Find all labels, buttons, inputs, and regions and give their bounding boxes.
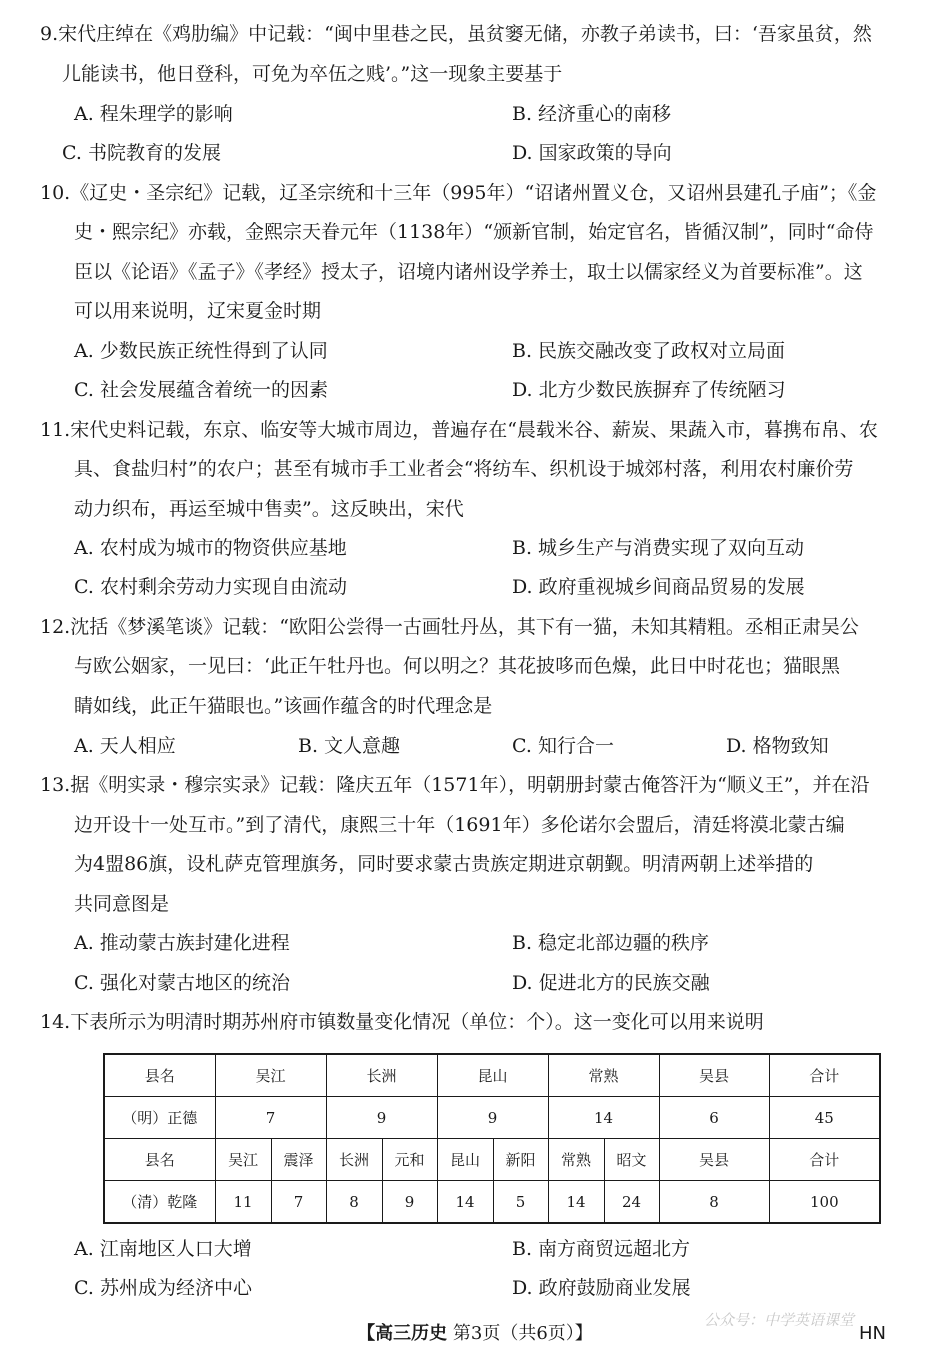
q11-stem-line-3: 动力织布，再运至城中售卖”。这反映出，宋代 <box>74 498 464 520</box>
suzhou-towns-table <box>103 1053 881 1224</box>
q13-stem-line-4: 共同意图是 <box>74 893 170 915</box>
q9-stem-line-1: 9.宋代庄绰在《鸡肋编》中记载：“闽中里巷之民，虽贫窭无储，亦教子弟读书，曰：‘吾家虽贫，然 <box>40 23 872 45</box>
table-row-qing-header <box>104 1139 880 1181</box>
q13-stem-line-3: 为4盟86旗，设札萨克管理旗务，同时要求蒙古贵族定期进京朝觐。明清两朝上述举措的 <box>74 853 814 875</box>
q13-option-b: B. 稳定北部边疆的秩序 <box>512 932 710 954</box>
q13-option-a: A. 推动蒙古族封建化进程 <box>74 932 290 954</box>
table-cell: 吴县 <box>659 1139 769 1181</box>
table-cell: 7 <box>271 1181 326 1224</box>
q9-option-a: A. 程朱理学的影响 <box>74 103 233 125</box>
q10-stem-line-3: 臣以《论语》《孟子》《孝经》授太子，诏境内诸州设学养士，取士以儒家经义为首要标准”。这 <box>74 261 863 283</box>
q13-stem-line-1: 13.据《明实录・穆宗实录》记载：隆庆五年（1571年），明朝册封蒙古俺答汗为“顺义王”，并在沿 <box>40 774 870 796</box>
q12-stem-line-3: 睛如线，此正午猫眼也。”该画作蕴含的时代理念是 <box>74 695 493 717</box>
q9-option-c: C. 书院教育的发展 <box>62 142 221 164</box>
table-cell: 吴江 <box>215 1139 271 1181</box>
table-cell: 7 <box>215 1097 326 1139</box>
q12-stem-line-2: 与欧公姻家，一见曰：‘此正午牡丹也。何以明之？其花披哆而色燥，此日中时花也；猫眼黑 <box>74 655 841 677</box>
table-row-qing-values <box>104 1181 880 1224</box>
table-cell: 14 <box>437 1181 493 1224</box>
table-row-ming-header <box>104 1054 880 1097</box>
footer-region-code: HN <box>859 1323 886 1344</box>
q10-stem-line-4: 可以用来说明，辽宋夏金时期 <box>74 300 322 322</box>
table-cell: 9 <box>326 1097 437 1139</box>
page-footer <box>0 1321 950 1347</box>
q11-option-b: B. 城乡生产与消费实现了双向互动 <box>512 537 805 559</box>
footer-subject: 【高三历史 <box>357 1323 448 1344</box>
table-cell: 14 <box>548 1097 659 1139</box>
table-cell: 常熟 <box>548 1054 659 1097</box>
q10-stem-line-2: 史・熙宗纪》亦载，金熙宗天眷元年（1138年）“颁新官制，始定官名，皆循汉制”，同时“命侍 <box>74 221 874 243</box>
q9-option-d: D. 国家政策的导向 <box>512 142 672 164</box>
table-cell: 9 <box>437 1097 548 1139</box>
table-cell: 常熟 <box>548 1139 604 1181</box>
q9-option-b: B. 经济重心的南移 <box>512 103 672 125</box>
table-cell: 昆山 <box>437 1054 548 1097</box>
table-cell: （明）正德 <box>104 1097 215 1139</box>
q10-option-d: D. 北方少数民族摒弃了传统陋习 <box>512 379 786 401</box>
q13-option-d: D. 促进北方的民族交融 <box>512 972 710 994</box>
q12-option-d: D. 格物致知 <box>726 735 829 757</box>
table-cell: 新阳 <box>493 1139 548 1181</box>
q14-option-d: D. 政府鼓励商业发展 <box>512 1277 691 1299</box>
q9-stem-line-2: 儿能读书，他日登科，可免为卒伍之贱’。”这一现象主要基于 <box>62 63 563 85</box>
q10-option-b: B. 民族交融改变了政权对立局面 <box>512 340 786 362</box>
table-cell: 6 <box>659 1097 769 1139</box>
table-cell: 100 <box>769 1181 880 1224</box>
table-cell: 11 <box>215 1181 271 1224</box>
table-cell: 震泽 <box>271 1139 326 1181</box>
q14-option-b: B. 南方商贸远超北方 <box>512 1238 691 1260</box>
q10-option-a: A. 少数民族正统性得到了认同 <box>74 340 328 362</box>
table-row-ming-values <box>104 1097 880 1139</box>
q11-stem-line-2: 具、食盐归村”的农户；甚至有城市手工业者会“将纺车、织机设于城郊村落，利用农村廉价劳 <box>74 458 854 480</box>
table-cell: 吴江 <box>215 1054 326 1097</box>
q12-option-a: A. 天人相应 <box>74 735 176 757</box>
q11-option-a: A. 农村成为城市的物资供应基地 <box>74 537 347 559</box>
table-cell: 5 <box>493 1181 548 1224</box>
table-cell: 昆山 <box>437 1139 493 1181</box>
q13-option-c: C. 强化对蒙古地区的统治 <box>74 972 290 994</box>
table-cell: 县名 <box>104 1054 215 1097</box>
table-cell: 9 <box>382 1181 437 1224</box>
table-cell: 8 <box>659 1181 769 1224</box>
table-cell: 县名 <box>104 1139 215 1181</box>
q14-option-a: A. 江南地区人口大增 <box>74 1238 252 1260</box>
table-cell: 长洲 <box>326 1139 382 1181</box>
q10-stem-line-1: 10.《辽史・圣宗纪》记载，辽圣宗统和十三年（995年）“诏诸州置义仓，又诏州县建孔子庙”；《金 <box>40 182 877 204</box>
table-cell: 长洲 <box>326 1054 437 1097</box>
q14-stem-line-1: 14.下表所示为明清时期苏州府市镇数量变化情况（单位：个）。这一变化可以用来说明 <box>40 1011 764 1033</box>
table-cell: （清）乾隆 <box>104 1181 215 1224</box>
table-cell: 8 <box>326 1181 382 1224</box>
table-cell: 合计 <box>769 1054 880 1097</box>
q10-option-c: C. 社会发展蕴含着统一的因素 <box>74 379 328 401</box>
q13-stem-line-2: 边开设十一处互市。”到了清代，康熙三十年（1691年）多伦诺尔会盟后，清廷将漠北蒙古编 <box>74 814 845 836</box>
table-cell: 吴县 <box>659 1054 769 1097</box>
table-cell: 元和 <box>382 1139 437 1181</box>
q11-stem-line-1: 11.宋代史料记载，东京、临安等大城市周边，普遍存在“晨载米谷、薪炭、果蔬入市，暮携布帛、农 <box>40 419 878 441</box>
table-cell: 24 <box>604 1181 659 1224</box>
table-cell: 14 <box>548 1181 604 1224</box>
q14-option-c: C. 苏州成为经济中心 <box>74 1277 252 1299</box>
table-cell: 昭文 <box>604 1139 659 1181</box>
footer-page-number: 第3页（共6页）】 <box>452 1323 593 1344</box>
q11-option-c: C. 农村剩余劳动力实现自由流动 <box>74 576 347 598</box>
table-cell: 合计 <box>769 1139 880 1181</box>
table-cell: 45 <box>769 1097 880 1139</box>
q12-stem-line-1: 12.沈括《梦溪笔谈》记载：“欧阳公尝得一古画牡丹丛，其下有一猫，未知其精粗。丞相正肃吴公 <box>40 616 859 638</box>
q11-option-d: D. 政府重视城乡间商品贸易的发展 <box>512 576 805 598</box>
q12-option-c: C. 知行合一 <box>512 735 614 757</box>
q12-option-b: B. 文人意趣 <box>298 735 401 757</box>
watermark-text: 公众号：中学英语课堂 <box>704 1311 855 1329</box>
